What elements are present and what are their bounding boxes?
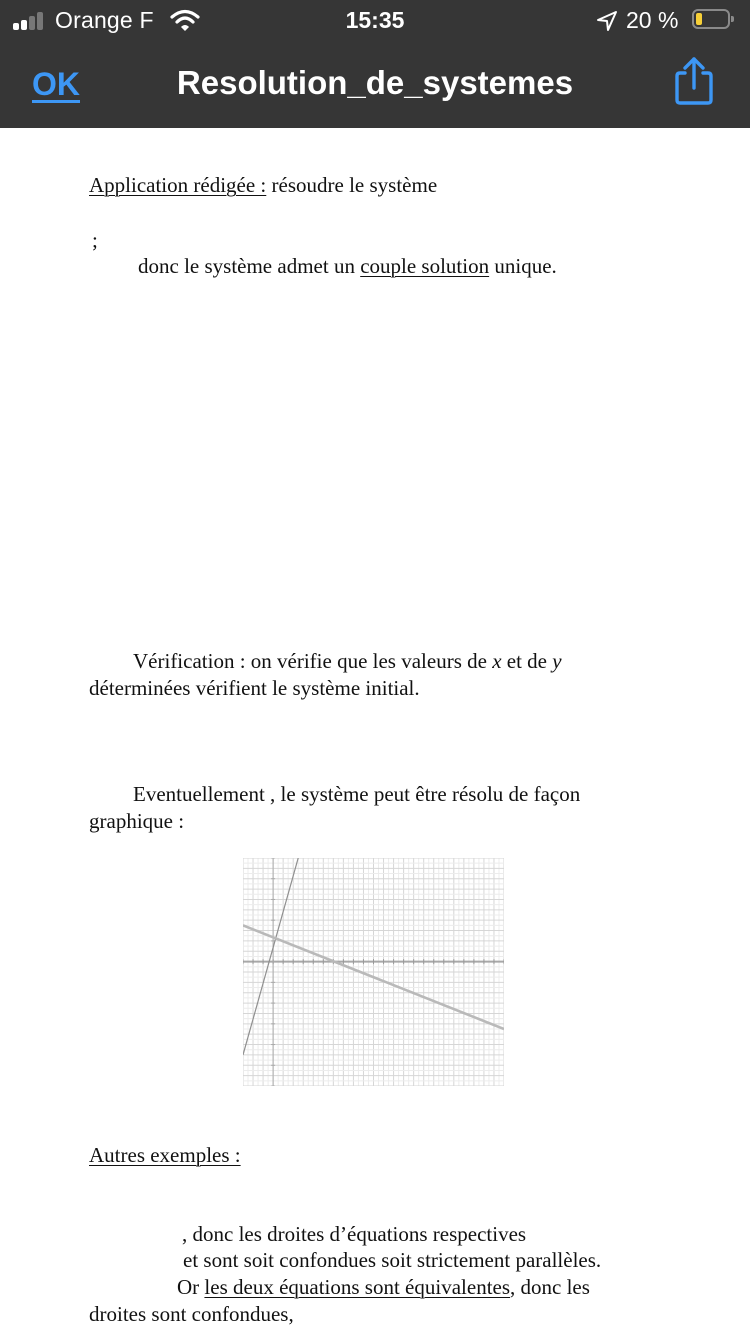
verification-text: Vérification : on vérifie que les valeurs de xyxy=(133,649,493,673)
unique-solution-line xyxy=(138,254,557,279)
share-icon[interactable] xyxy=(670,55,718,107)
application-heading: Application rédigée : xyxy=(89,173,267,197)
verification-text-2: et de xyxy=(501,649,553,673)
autres-heading: Autres exemples : xyxy=(89,1143,241,1167)
unique-pre: donc le système admet un xyxy=(138,254,361,278)
autres-line xyxy=(89,1143,241,1168)
example-line-4: droites sont confondues, xyxy=(89,1302,294,1326)
location-arrow-icon xyxy=(596,10,618,32)
top-bar xyxy=(0,0,750,128)
graphic-line-2: graphique : xyxy=(89,809,185,833)
ex3-pre: Or xyxy=(177,1275,205,1299)
example-line-3 xyxy=(177,1275,590,1300)
graphic-line-1: Eventuellement , le système peut être résolu de façon xyxy=(133,782,581,806)
graphical-resolution-chart xyxy=(243,858,504,1086)
battery-level xyxy=(696,13,702,25)
example-line-2: et sont soit confondues soit strictement parallèles. xyxy=(183,1248,602,1272)
document-title: Resolution_de_systemes xyxy=(176,64,574,101)
battery-percent: 20 % xyxy=(626,7,679,33)
verification-line-1 xyxy=(133,649,562,674)
semicolon: ; xyxy=(92,228,98,252)
clock: 15:35 xyxy=(345,7,405,33)
document-page xyxy=(0,128,750,1334)
var-x: x xyxy=(492,649,502,673)
application-rest: résoudre le système xyxy=(266,173,438,197)
unique-post: unique. xyxy=(489,254,557,278)
carrier-name: Orange F xyxy=(55,7,154,33)
var-y: y xyxy=(552,649,562,673)
status-bar xyxy=(0,0,750,42)
verification-line-2: déterminées vérifient le système initial. xyxy=(89,676,420,700)
couple-solution-term: couple solution xyxy=(360,254,490,278)
battery-icon xyxy=(692,9,734,29)
ex3-post: , donc les xyxy=(510,1275,590,1299)
ok-button[interactable]: OK xyxy=(32,66,80,102)
example-line-1: , donc les droites d’équations respectives xyxy=(182,1222,527,1246)
application-line xyxy=(89,173,437,198)
equivalent-equations-term: les deux équations sont équivalentes xyxy=(204,1275,511,1299)
